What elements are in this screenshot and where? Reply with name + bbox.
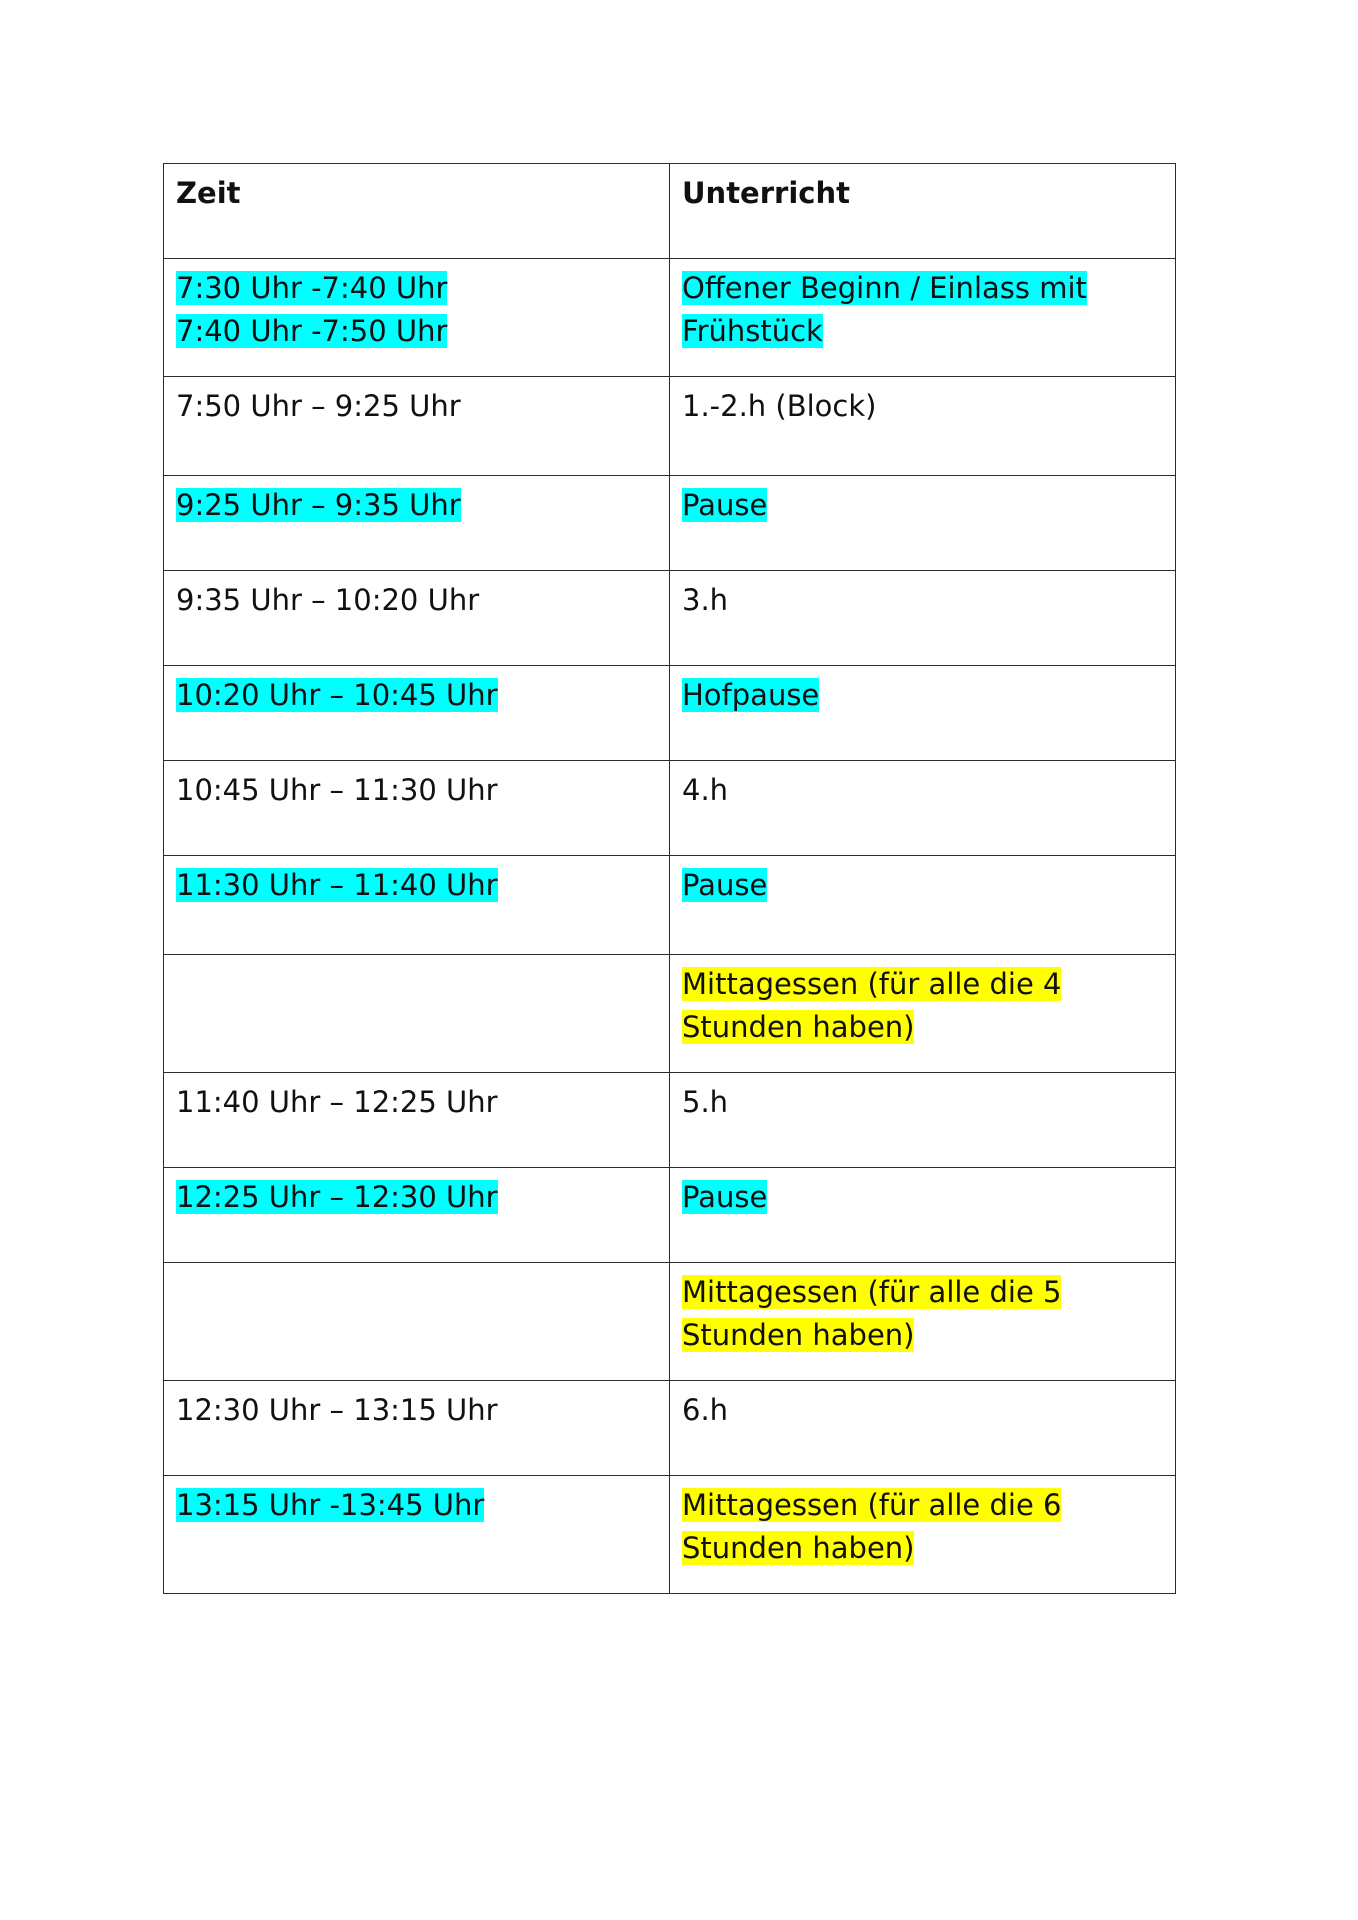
- lesson-cell: [670, 571, 1176, 666]
- time-text: 10:45 Uhr – 11:30 Uhr: [176, 773, 498, 807]
- time-text: 13:15 Uhr -13:45 Uhr: [176, 1488, 485, 1522]
- lesson-cell: [670, 377, 1176, 476]
- lesson-cell: [670, 476, 1176, 571]
- lesson-text: Mittagessen (für alle die 4: [682, 967, 1062, 1001]
- time-cell: [164, 761, 670, 856]
- table-row: [164, 1263, 1176, 1381]
- lesson-text: 5.h: [682, 1085, 729, 1119]
- lesson-cell: [670, 1073, 1176, 1168]
- lesson-line: [682, 1176, 1163, 1219]
- lesson-text: 3.h: [682, 583, 729, 617]
- lesson-line: [682, 267, 1163, 310]
- lesson-line: [682, 1081, 1163, 1124]
- lesson-text: 4.h: [682, 773, 729, 807]
- lesson-text: Pause: [682, 488, 768, 522]
- time-cell: [164, 1263, 670, 1381]
- lesson-line: [682, 1527, 1163, 1570]
- time-cell: [164, 1381, 670, 1476]
- lesson-line: [682, 674, 1163, 717]
- lesson-line: [682, 1389, 1163, 1432]
- table-row: [164, 1168, 1176, 1263]
- table-row: [164, 1073, 1176, 1168]
- time-text: 9:25 Uhr – 9:35 Uhr: [176, 488, 461, 522]
- lesson-cell: [670, 1168, 1176, 1263]
- time-text: 12:30 Uhr – 13:15 Uhr: [176, 1393, 498, 1427]
- lesson-text: 6.h: [682, 1393, 729, 1427]
- time-cell: [164, 476, 670, 571]
- lesson-text: Mittagessen (für alle die 5: [682, 1275, 1062, 1309]
- lesson-cell: [670, 259, 1176, 377]
- lesson-line: [682, 579, 1163, 622]
- time-text: 7:50 Uhr – 9:25 Uhr: [176, 389, 461, 423]
- table-row: [164, 856, 1176, 955]
- lesson-line: [682, 1271, 1163, 1314]
- time-text: 11:40 Uhr – 12:25 Uhr: [176, 1085, 498, 1119]
- lesson-text: Offener Beginn / Einlass mit: [682, 271, 1087, 305]
- lesson-cell: [670, 1263, 1176, 1381]
- lesson-cell: [670, 1476, 1176, 1594]
- table-row: [164, 761, 1176, 856]
- time-text: 11:30 Uhr – 11:40 Uhr: [176, 868, 498, 902]
- lesson-text: Stunden haben): [682, 1010, 915, 1044]
- time-line: [176, 1081, 657, 1124]
- lesson-cell: [670, 856, 1176, 955]
- lesson-text: Stunden haben): [682, 1531, 915, 1565]
- time-line: [176, 267, 657, 310]
- time-cell: [164, 377, 670, 476]
- time-text: 9:35 Uhr – 10:20 Uhr: [176, 583, 480, 617]
- schedule-table-body: [164, 164, 1176, 1594]
- time-cell: [164, 856, 670, 955]
- time-cell: [164, 1168, 670, 1263]
- time-text: 7:30 Uhr -7:40 Uhr: [176, 271, 448, 305]
- time-line: [176, 769, 657, 812]
- lesson-text: Pause: [682, 868, 768, 902]
- time-cell: [164, 955, 670, 1073]
- time-cell: [164, 1476, 670, 1594]
- lesson-line: [682, 769, 1163, 812]
- time-line: [176, 1389, 657, 1432]
- table-row: [164, 666, 1176, 761]
- time-line: [176, 579, 657, 622]
- table-header-row: [164, 164, 1176, 259]
- lesson-line: [682, 1006, 1163, 1049]
- lesson-text: Mittagessen (für alle die 6: [682, 1488, 1062, 1522]
- time-cell: [164, 571, 670, 666]
- lesson-line: [682, 963, 1163, 1006]
- lesson-line: [682, 864, 1163, 907]
- lesson-cell: [670, 955, 1176, 1073]
- time-cell: [164, 666, 670, 761]
- time-line: [176, 864, 657, 907]
- schedule-table: [163, 163, 1176, 1594]
- table-row: [164, 476, 1176, 571]
- lesson-text: 1.-2.h (Block): [682, 389, 877, 423]
- time-line: [176, 310, 657, 353]
- lesson-line: [682, 1314, 1163, 1357]
- time-line: [176, 1176, 657, 1219]
- table-row: [164, 955, 1176, 1073]
- time-line: [176, 484, 657, 527]
- time-line: [176, 1484, 657, 1527]
- time-text: 12:25 Uhr – 12:30 Uhr: [176, 1180, 498, 1214]
- lesson-cell: [670, 666, 1176, 761]
- lesson-text: Hofpause: [682, 678, 820, 712]
- time-cell: [164, 1073, 670, 1168]
- time-line: [176, 385, 657, 428]
- time-text: 7:40 Uhr -7:50 Uhr: [176, 314, 448, 348]
- time-cell: [164, 259, 670, 377]
- time-line: [176, 674, 657, 717]
- lesson-cell: [670, 1381, 1176, 1476]
- lesson-line: [682, 385, 1163, 428]
- table-row: [164, 571, 1176, 666]
- table-row: [164, 1381, 1176, 1476]
- table-row: [164, 259, 1176, 377]
- lesson-line: [682, 1484, 1163, 1527]
- lesson-text: Stunden haben): [682, 1318, 915, 1352]
- lesson-cell: [670, 761, 1176, 856]
- lesson-text: Pause: [682, 1180, 768, 1214]
- lesson-line: [682, 484, 1163, 527]
- table-row: [164, 1476, 1176, 1594]
- header-lesson: Unterricht: [670, 164, 1176, 259]
- table-row: [164, 377, 1176, 476]
- header-time: Zeit: [164, 164, 670, 259]
- time-text: 10:20 Uhr – 10:45 Uhr: [176, 678, 498, 712]
- lesson-text: Frühstück: [682, 314, 823, 348]
- lesson-line: [682, 310, 1163, 353]
